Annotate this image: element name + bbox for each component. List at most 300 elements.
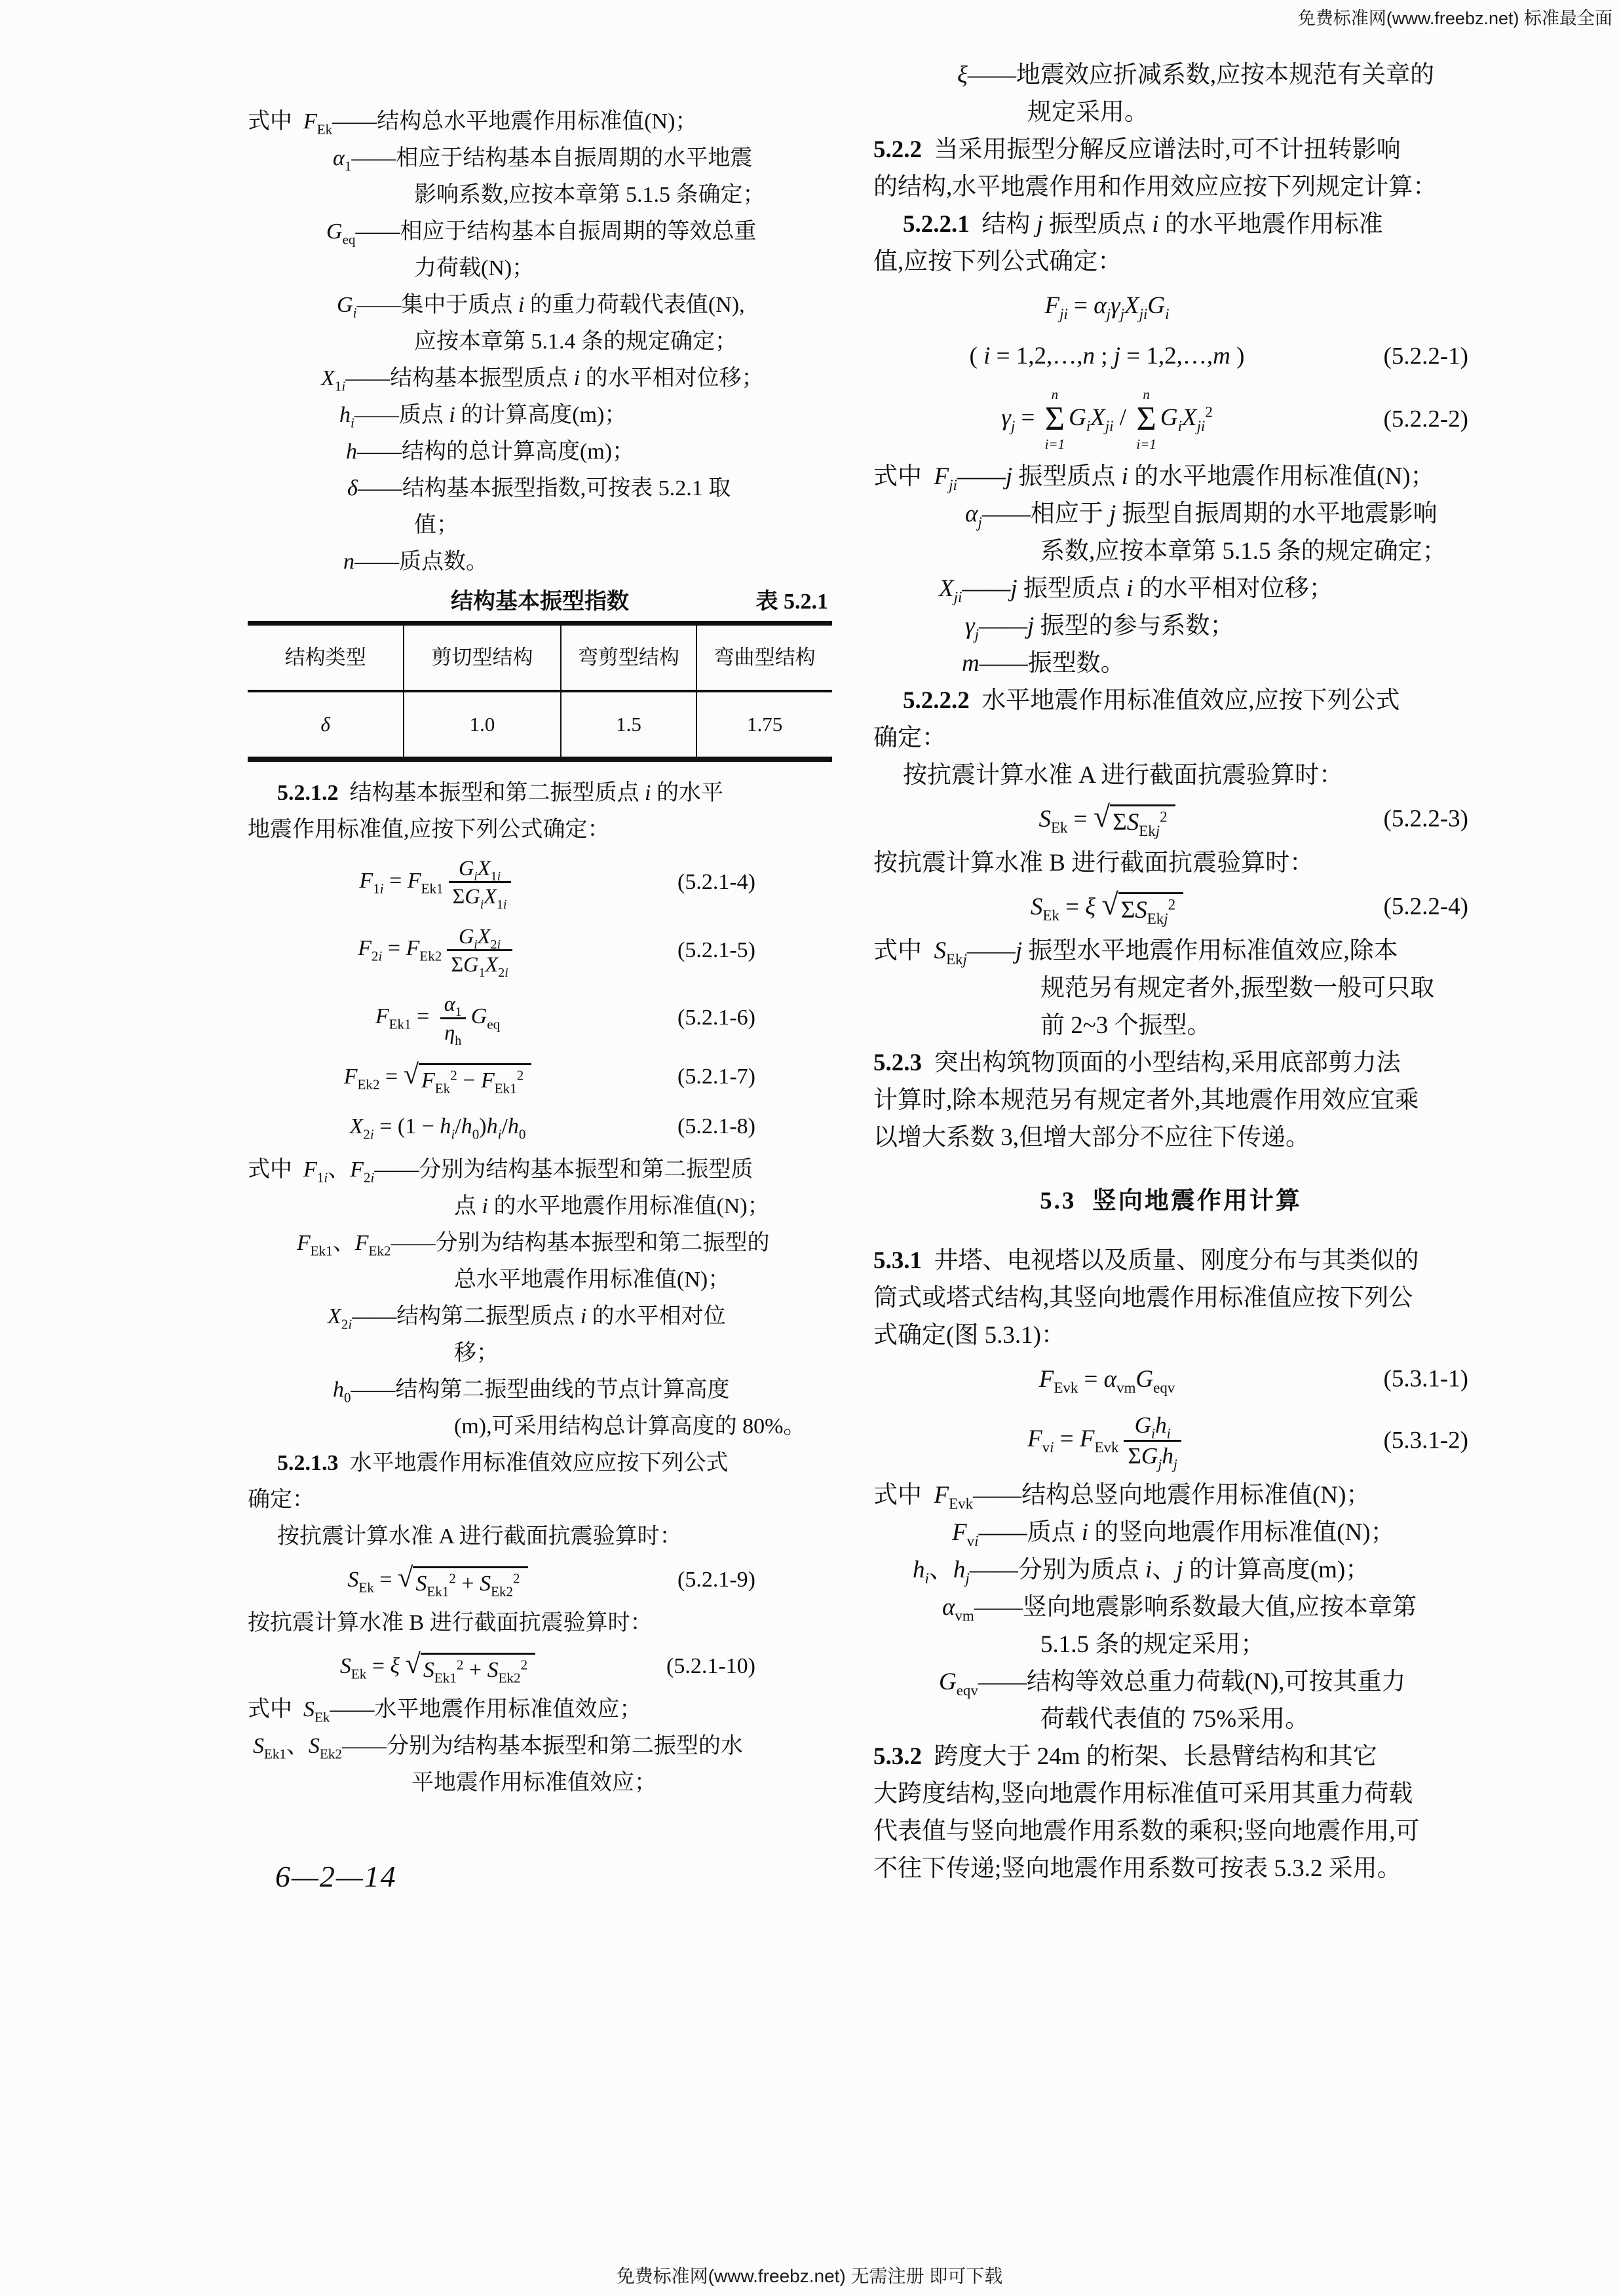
subscript: eqv	[1153, 1379, 1175, 1396]
variable: G	[458, 924, 474, 948]
text-line: 应按本章第 5.1.4 条的规定确定；	[414, 329, 737, 354]
subscript	[925, 1571, 929, 1587]
formula-line	[873, 1354, 1468, 1404]
table-label: 表 5.2.1	[755, 590, 828, 614]
subscript: 0	[518, 1126, 526, 1142]
variable: i	[1121, 462, 1128, 490]
subscript: Ek1	[310, 1243, 333, 1259]
variable: ξ	[390, 1654, 400, 1679]
text-line: ξ——地震效应折减系数,应按本规范有关章的	[957, 62, 1435, 88]
variable: h	[913, 1556, 925, 1584]
variable: i	[974, 1533, 979, 1550]
variable: G	[1135, 1365, 1154, 1393]
variable: S	[339, 1654, 351, 1679]
text-line: $h_i$、$h_j——$分别为质点 i、j 的计算高度(m)；	[913, 1556, 1370, 1587]
variable: F	[421, 1068, 435, 1093]
variable: δ	[347, 476, 358, 500]
formula: $S_{Ek}$ = √ $S_{Ek1}^2 + S_{Ek2}^2$	[347, 1568, 527, 1592]
text-line: 式中 $S_{Ek}——$水平地震作用标准值效应；	[248, 1697, 642, 1725]
subscript: Ek1	[264, 1746, 286, 1762]
formula: $S_{Ek} = \xi$ √ $\Sigma S_{Ekj}^2$	[1031, 894, 1183, 920]
variable: i	[1166, 1425, 1171, 1442]
variable: S	[487, 1658, 499, 1683]
variable: j	[1164, 911, 1168, 928]
variable: i	[351, 415, 354, 431]
variable: i	[573, 366, 581, 390]
text-line: (m),可采用结构总计算高度的 80%。	[454, 1414, 806, 1439]
superscript: 2	[520, 1657, 528, 1673]
subscript: Ek	[358, 1579, 374, 1596]
variable: j	[1010, 417, 1016, 434]
formula-number: (5.3.1-2)	[1383, 1427, 1468, 1454]
variable: j	[1155, 823, 1160, 840]
subscript: 1	[478, 966, 486, 981]
subscript	[353, 305, 357, 320]
watermark-footer: 免费标准网(www.freebz.net) 无需注册 即可下载	[616, 2266, 1003, 2286]
variable: F	[303, 1157, 317, 1182]
variable: j	[1173, 1456, 1177, 1473]
variable: j	[1015, 937, 1023, 964]
variable: h	[486, 1114, 498, 1139]
subscript: Ek1	[434, 1670, 457, 1686]
variable: j	[1036, 211, 1043, 238]
variable: m	[1213, 343, 1230, 369]
bold-text: 5.2.2.2	[903, 687, 970, 714]
subscript: Ek2	[319, 1746, 342, 1762]
text-line: $\alpha_j——$相应于 j 振型自振周期的水平地震影响	[965, 500, 1438, 531]
watermark-header: 免费标准网(www.freebz.net) 标准最全面	[1297, 9, 1612, 28]
text-line: 确定：	[248, 1488, 314, 1513]
formula: $F_{Ek1}$ = $\frac{\alpha_1}{\eta_h}$ $G_{eq}$	[375, 992, 501, 1048]
formula-line	[248, 1102, 755, 1152]
variable: j	[1010, 574, 1018, 602]
formula-line	[873, 331, 1468, 381]
subscript: 0	[472, 1126, 480, 1142]
text-line: 点 i 的水平地震作用标准值(N)；	[454, 1194, 770, 1219]
variable: X	[321, 366, 335, 390]
formula-line	[248, 916, 755, 985]
variable: γ	[1111, 292, 1120, 319]
variable: S	[1135, 897, 1147, 924]
variable: i	[451, 1126, 455, 1142]
variable: α	[942, 1594, 955, 1621]
formula-number: (5.2.1-5)	[677, 937, 755, 962]
variable: j	[974, 626, 979, 643]
radical: √ $S_{Ek1}^2 + S_{Ek2}^2$	[406, 1653, 536, 1683]
text-line: 确定：	[873, 724, 946, 751]
subscript	[965, 1571, 969, 1587]
text-line: 式中 $S_{Ekj}——j$ 振型水平地震作用标准值效应,除本	[873, 937, 1398, 968]
variable: i	[983, 343, 991, 369]
subscript	[498, 1127, 502, 1142]
variable: i	[474, 937, 478, 952]
subscript: Ek2	[491, 1583, 514, 1600]
subscript: Ek1	[421, 880, 444, 897]
formula-line	[248, 1052, 755, 1102]
text-line: $X_{2i}——$结构第二振型质点 i 的水平相对位	[328, 1304, 726, 1332]
variable: S	[1030, 893, 1043, 920]
subscript: Ekj	[946, 950, 967, 968]
variable: i	[503, 897, 507, 913]
variable: i	[1151, 1425, 1156, 1442]
subscript: Evk	[949, 1496, 974, 1513]
text-line: 计算时,除本规范另有规定者外,其地震作用效应宜乘	[873, 1086, 1419, 1114]
text-line: 地震作用标准值,应按下列公式确定：	[248, 818, 610, 842]
subscript	[1059, 306, 1068, 322]
variable: i	[1050, 1439, 1054, 1456]
text-line: 5.2.1.2 结构基本振型和第二振型质点 i 的水平	[277, 781, 723, 805]
variable: S	[303, 1697, 314, 1722]
variable: m	[962, 649, 980, 677]
variable: i	[1177, 417, 1182, 434]
variable: i	[580, 1304, 587, 1329]
variable: n	[1082, 343, 1095, 369]
text-line: 式中 $F_{ji}——j$ 振型质点 i 的水平地震作用标准值(N)；	[873, 462, 1435, 493]
subscript: 1	[344, 158, 352, 174]
variable: i	[1081, 1519, 1088, 1547]
sigma-icon: Σ	[1136, 400, 1156, 438]
formula: $F_{2i} = F_{Ek2}$ $\frac{G_iX_{2i}}{\Sigma G_1X_{2i}}$	[358, 936, 518, 960]
subscript: Ek	[314, 1709, 330, 1725]
variable: G	[1141, 1442, 1158, 1469]
superscript: 2	[449, 1570, 456, 1587]
variable: X	[1124, 292, 1139, 319]
subscript	[978, 514, 981, 531]
variable: X	[349, 1114, 364, 1139]
variable: F	[406, 936, 420, 961]
variable: ji	[1059, 306, 1068, 323]
variable: F	[343, 1064, 358, 1089]
bold-text: 5.2.1.3	[277, 1451, 339, 1476]
formula-number: (5.2.1-9)	[677, 1568, 755, 1592]
variable: h	[1155, 1412, 1167, 1438]
variable: G	[1160, 404, 1178, 431]
subscript: 2i	[363, 1169, 375, 1186]
variable: h	[507, 1114, 519, 1139]
variable: j	[1027, 612, 1035, 639]
variable: G	[1147, 292, 1166, 319]
variable: ji	[1196, 417, 1206, 434]
variable: F	[1027, 1425, 1042, 1452]
variable: F	[480, 1068, 495, 1093]
text-line: $X_{ji}——j$ 振型质点 i 的水平相对位移；	[939, 574, 1333, 605]
variable: h	[346, 440, 357, 464]
variable: i	[924, 1570, 929, 1587]
variable: i	[341, 378, 346, 394]
text-line: $h_0——$结构第二振型曲线的节点计算高度	[333, 1378, 730, 1406]
table-title: 结构基本振型指数 表 5.2.1	[248, 583, 832, 621]
variable: h	[1162, 1442, 1173, 1469]
text-line: δ——结构基本振型指数,可按表 5.2.1 取	[347, 476, 731, 500]
variable: S	[1126, 809, 1139, 837]
variable: γ	[1001, 404, 1011, 431]
variable: h	[333, 1378, 344, 1402]
variable: δ	[320, 713, 330, 736]
variable: α	[333, 146, 345, 170]
variable: h	[339, 403, 351, 427]
subscript: vi	[966, 1533, 979, 1550]
bold-text: 5.2.3	[873, 1049, 922, 1076]
text-line: 5.1.5 条的规定采用；	[1040, 1631, 1265, 1659]
text-line: 不往下传递;竖向地震作用系数可按表 5.3.2 采用。	[873, 1855, 1401, 1883]
text-line: 值；	[414, 513, 459, 537]
summation: n Σ i=1	[1044, 386, 1065, 452]
variable: i	[505, 966, 508, 981]
subscript	[1197, 418, 1206, 434]
text-line: 系数,应按本章第 5.1.5 条的规定确定；	[1040, 537, 1447, 565]
variable: S	[347, 1568, 359, 1592]
text-line: $G_{eq}——$相应于结构基本自振周期的等效总重	[326, 219, 757, 248]
table-cell: 1.75	[696, 691, 832, 759]
superscript: 2	[1205, 404, 1213, 421]
variable: S	[423, 1658, 434, 1683]
variable: i	[449, 403, 455, 427]
variable: F	[297, 1231, 311, 1256]
subscript: Ek2	[498, 1670, 521, 1686]
text-line: $S_{Ek1}$、$S_{Ek2}——$分别为结构基本振型和第二振型的水	[253, 1734, 743, 1762]
text-line: 按抗震计算水准 B 进行截面抗震验算时：	[248, 1611, 653, 1636]
text-line: $F_{Ek1}$、$F_{Ek2}——$分别为结构基本振型和第二振型的	[297, 1231, 770, 1259]
variable: S	[253, 1734, 264, 1759]
formula: $F_{Ek2}$ = √ $F_{Ek}^2 - F_{Ek1}^2$	[344, 1064, 532, 1089]
subscript: eq	[487, 1016, 501, 1032]
formula: $F_{Evk} = \alpha_{vm}G_{eqv}$	[1038, 1365, 1175, 1396]
text-line: 按抗震计算水准 A 进行截面抗震验算时：	[903, 761, 1344, 789]
variable: X	[1090, 404, 1105, 431]
variable: ji	[1139, 306, 1148, 323]
variable: X	[939, 574, 954, 602]
radical-sign-icon: √	[1093, 800, 1111, 835]
subscript: Ek	[1050, 819, 1068, 836]
text-line: $G_i——$集中于质点 i 的重力荷载代表值(N),	[337, 293, 745, 321]
subscript: Ekj	[1147, 911, 1168, 928]
variable: ξ	[957, 62, 968, 88]
formula-number: (5.2.1-8)	[677, 1114, 755, 1139]
variable: i	[324, 1169, 328, 1186]
subscript	[949, 477, 957, 493]
variable: γ	[965, 612, 975, 639]
variable: G	[1134, 1412, 1152, 1438]
variable: F	[350, 1157, 364, 1182]
variable: α	[444, 992, 455, 1016]
text-line: 总水平地震作用标准值(N)；	[454, 1268, 731, 1292]
radical-sign-icon: √	[398, 1562, 413, 1594]
subscript	[451, 1127, 455, 1142]
sigma-icon: Σ	[1044, 400, 1065, 438]
subscript: 1i	[496, 897, 507, 913]
formula-number: (5.2.1-7)	[677, 1064, 755, 1089]
fraction: $\frac{G_iX_{2i}}{\Sigma G_1X_{2i}}$	[447, 923, 512, 978]
variable: G	[458, 856, 474, 880]
variable: i	[645, 781, 651, 805]
subscript: Ekj	[1139, 823, 1160, 840]
superscript: 2	[456, 1657, 464, 1673]
formula-line	[248, 1555, 755, 1605]
subscript: Evk	[1054, 1379, 1078, 1396]
variable: h	[953, 1556, 966, 1584]
variable: j	[965, 1570, 970, 1587]
variable: i	[378, 948, 383, 964]
subscript: Ek	[316, 121, 333, 138]
variable: X	[477, 856, 491, 880]
subscript: 1i	[490, 869, 501, 884]
superscript: 2	[516, 1067, 524, 1083]
subscript: Ek	[434, 1080, 451, 1097]
mode-shape-index-table	[248, 621, 832, 762]
variable: G	[326, 219, 343, 244]
subscript: Ek1	[389, 1016, 411, 1032]
variable: j	[1113, 343, 1121, 369]
table-row	[248, 691, 832, 759]
subscript: 1i	[373, 880, 384, 897]
text-line: 5.2.2.1 结构 j 振型质点 i 的水平地震作用标准	[903, 211, 1383, 238]
variable: α	[1094, 292, 1107, 319]
subscript: 1i	[316, 1169, 328, 1186]
formula-line	[248, 984, 755, 1052]
subscript: 2i	[490, 937, 501, 952]
variable: F	[358, 936, 371, 961]
text-line: 的结构,水平地震作用和作用效应应按下列规定计算：	[873, 174, 1438, 200]
text-line: 筒式或塔式结构,其竖向地震作用标准值应按下列公	[873, 1284, 1413, 1311]
variable: i	[348, 1316, 352, 1332]
subscript: h	[455, 1033, 462, 1048]
subscript: vm	[1116, 1379, 1136, 1396]
subscript: 1i	[334, 378, 346, 394]
variable: F	[407, 868, 421, 893]
text-line: 平地震作用标准值效应；	[411, 1771, 657, 1796]
variable: G	[337, 293, 353, 317]
formula-line	[873, 1404, 1468, 1477]
superscript: 2	[513, 1570, 520, 1587]
variable: F	[934, 1482, 949, 1509]
fraction: $\frac{G_iX_{1i}}{\Sigma G_iX_{1i}}$	[449, 855, 511, 910]
variable: S	[415, 1571, 427, 1596]
text-line: 5.2.2.2 水平地震作用标准值效应,应按下列公式	[903, 687, 1400, 714]
variable: F	[375, 1004, 389, 1029]
subscript: vm	[955, 1608, 974, 1625]
variable: h	[440, 1114, 451, 1139]
text-line: 5.3.2 跨度大于 24m 的桁架、长悬臂结构和其它	[873, 1743, 1377, 1771]
variable: F	[354, 1231, 369, 1256]
variable: F	[303, 109, 317, 134]
text-line: $\gamma_j——j$ 振型的参与系数；	[965, 612, 1234, 643]
variable: G	[465, 884, 480, 909]
subscript	[351, 415, 354, 430]
formula-number: (5.2.2-2)	[1383, 405, 1468, 433]
variable: i	[1152, 211, 1159, 238]
variable: G	[939, 1668, 957, 1696]
formula: $S_{Ek} = \xi$ √ $S_{Ek1}^2 + S_{Ek2}^2$	[340, 1654, 535, 1678]
variable: F	[359, 868, 373, 893]
radical: √ $\Sigma S_{Ekj}^2$	[1094, 804, 1175, 837]
text-line: m——振型数。	[962, 649, 1125, 677]
variable: h	[461, 1114, 472, 1139]
subscript: Ek1	[494, 1080, 517, 1097]
formula: $F_{vi} = F_{Evk}$ $\frac{G_ih_i}{\Sigma G_jh_j}$	[1027, 1425, 1187, 1452]
formula-number: (5.2.2-1)	[1383, 343, 1468, 369]
text-line: 5.2.3 突出构筑物顶面的小型结构,采用底部剪力法	[873, 1049, 1401, 1076]
subscript: Ek1	[427, 1583, 449, 1600]
bold-text: 5.3.1	[873, 1247, 922, 1274]
variable: j	[1106, 306, 1111, 323]
variable: i	[352, 305, 357, 321]
table-cell	[248, 691, 404, 759]
formula-line	[873, 794, 1468, 844]
text-line: 规范另有规定者外,振型数一般可只取	[1040, 974, 1435, 1002]
text-line: 力荷载(N)；	[414, 256, 535, 280]
variable: F	[934, 462, 949, 490]
formula-line	[873, 381, 1468, 458]
formula-line	[873, 882, 1468, 932]
text-line: $G_{eqv}——$结构等效总重力荷载(N),可按其重力	[939, 1668, 1406, 1699]
variable: F	[1079, 1425, 1095, 1452]
subscript: 0	[344, 1389, 351, 1406]
variable: ji	[1105, 417, 1114, 434]
subscript: Ek2	[357, 1076, 380, 1093]
variable: S	[480, 1571, 491, 1596]
formula: $S_{Ek}$ = √ $\Sigma S_{Ekj}^2$	[1038, 806, 1175, 833]
subscript	[1105, 418, 1114, 434]
subscript: vi	[1042, 1439, 1054, 1456]
table-cell: 1.5	[561, 691, 697, 759]
radical: √ $\Sigma S_{Ekj}^2$	[1101, 892, 1183, 925]
bold-text: 5.2.2.1	[903, 211, 970, 238]
subscript: Ek	[351, 1666, 367, 1682]
subscript: 2i	[371, 948, 383, 964]
variable: i	[518, 293, 525, 317]
table-header-cell: 结构类型	[248, 624, 404, 692]
text-line: 规定采用。	[1027, 99, 1149, 126]
variable: i	[1145, 1556, 1152, 1584]
variable: S	[934, 937, 946, 964]
subscript: 2i	[363, 1126, 374, 1142]
subscript	[1011, 418, 1015, 434]
formula: $\gamma_j$ = n Σ i=1 $G_iX_{ji}$ / n Σ i=1 $G_iX_{ji}^2$	[1001, 386, 1213, 452]
text-line: $F_{vi}——$质点 i 的竖向地震作用标准值(N)；	[952, 1519, 1395, 1550]
subscript: 2i	[341, 1316, 352, 1332]
variable: X	[477, 924, 491, 948]
variable: j	[962, 950, 967, 968]
variable: F	[1044, 292, 1060, 319]
variable: F	[1038, 1365, 1054, 1393]
text-line: $\alpha_{vm}——$竖向地震影响系数最大值,应按本章第	[942, 1594, 1417, 1625]
text-line: 以增大系数 3,但增大部分不应往下传递。	[873, 1123, 1310, 1151]
formula-number: (5.2.2-3)	[1383, 805, 1468, 833]
formula-line	[248, 848, 755, 916]
radical-sign-icon: √	[403, 1059, 419, 1091]
variable: i	[370, 1126, 374, 1142]
page-number: 6—2—14	[275, 1860, 397, 1893]
text-line: 大跨度结构,竖向地震作用标准值可采用其重力荷载	[873, 1780, 1413, 1808]
right-column	[873, 56, 1468, 1887]
text-line: 按抗震计算水准 B 进行截面抗震验算时：	[873, 849, 1314, 876]
variable: X	[1181, 404, 1197, 431]
formula-number: (5.2.1-6)	[677, 1006, 755, 1030]
formula-line	[248, 1642, 755, 1691]
subscript: 1	[455, 1005, 462, 1020]
text-line: h——结构的总计算高度(m)；	[346, 440, 635, 464]
formula-line	[873, 280, 1468, 331]
variable: i	[474, 869, 478, 884]
formula-number: (5.3.1-1)	[1383, 1365, 1468, 1393]
variable: n	[343, 550, 354, 574]
text-line: 移；	[454, 1341, 499, 1366]
text-line: 5.3.1 井塔、电视塔以及质量、刚度分布与其类似的	[873, 1247, 1419, 1274]
table-header-cell: 剪切型结构	[404, 624, 560, 692]
variable: ξ	[1085, 893, 1096, 920]
formula-number: (5.2.2-4)	[1383, 893, 1468, 920]
subscript: Evk	[1094, 1439, 1119, 1456]
